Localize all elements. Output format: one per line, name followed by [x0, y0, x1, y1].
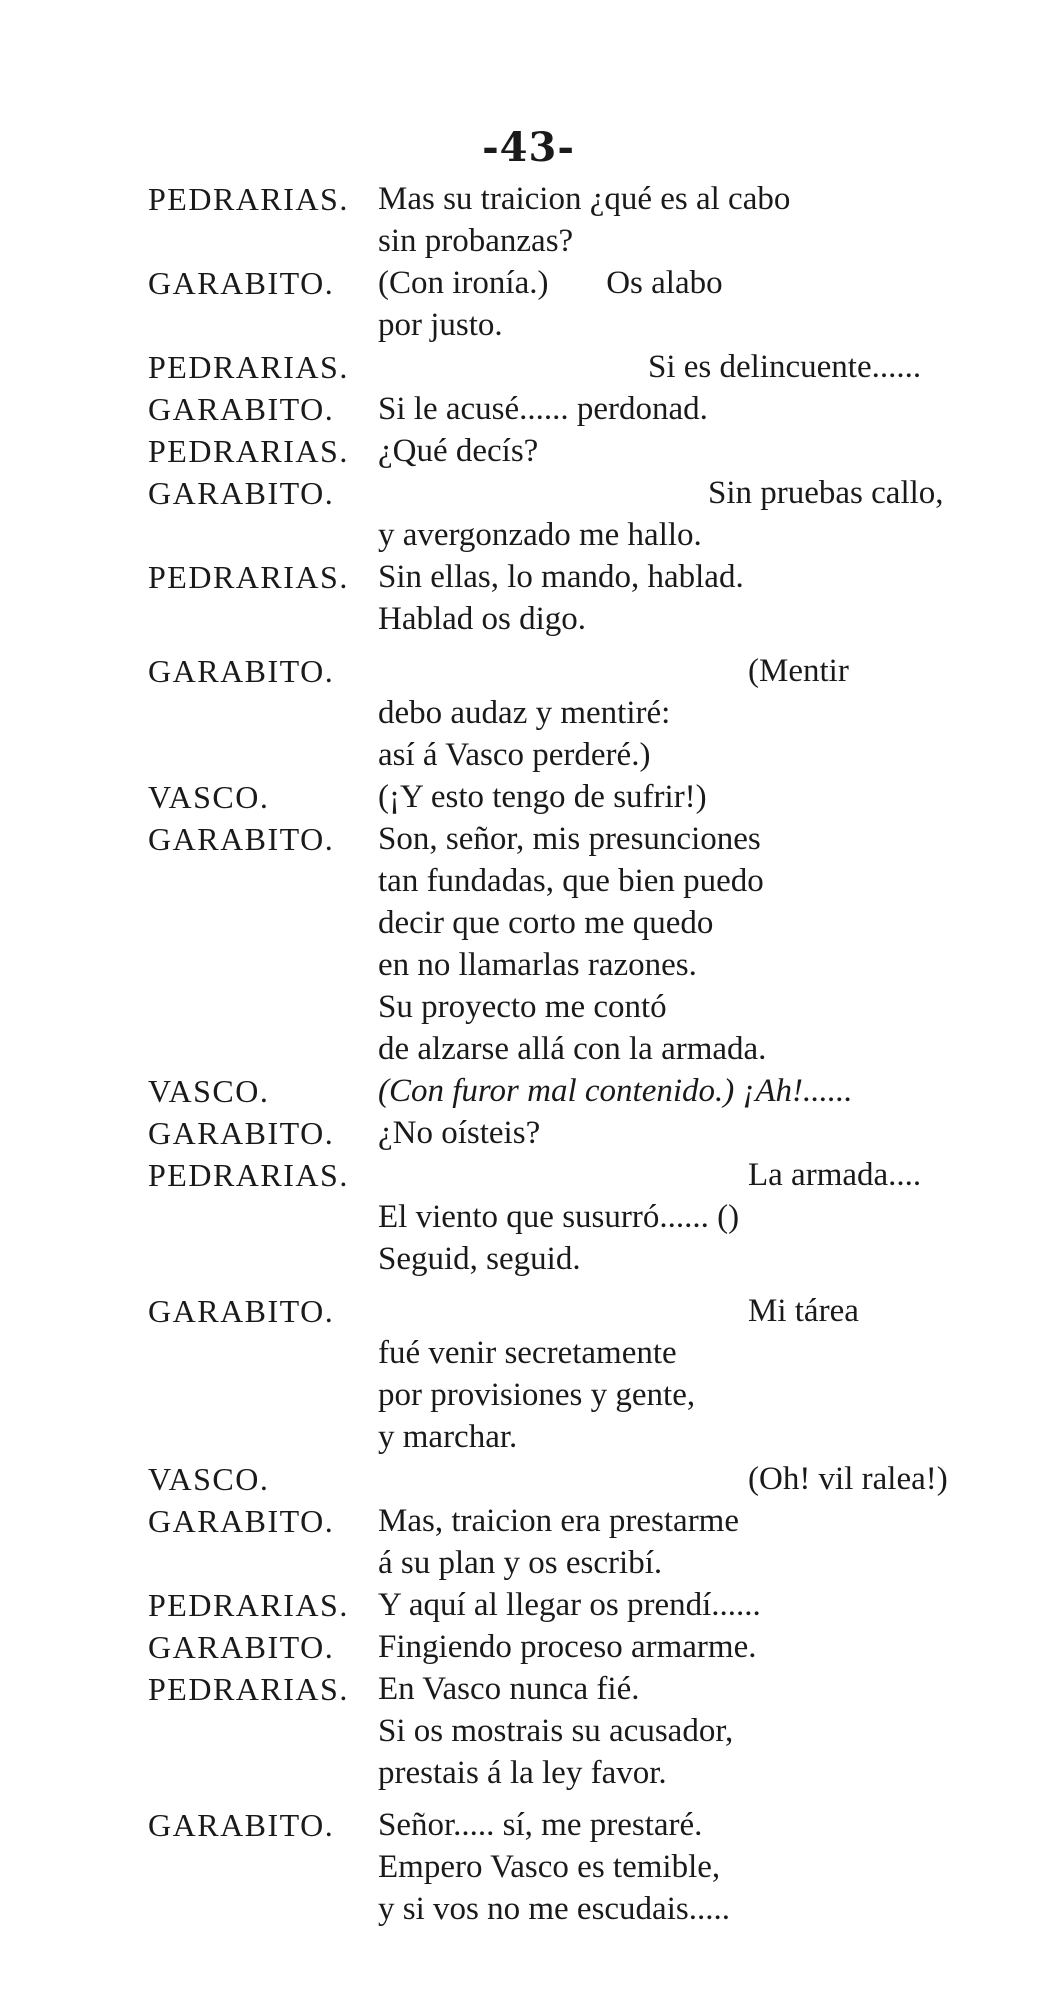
speaker-name: GARABITO. [148, 821, 335, 857]
play-script [148, 178, 1028, 1930]
dialogue-lines [378, 650, 1028, 776]
dialogue-line: Sin ellas, lo mando, hablad. [378, 559, 744, 595]
dialogue-line: Mas, traicion era prestarme [378, 1503, 740, 1539]
dialogue-entry [148, 556, 1028, 640]
dialogue-line: Seguid, seguid. [378, 1241, 581, 1277]
dialogue-entry [148, 1626, 1028, 1668]
dialogue-entry [148, 1500, 1028, 1584]
dialogue-entry [148, 650, 1028, 776]
dialogue-line: y si vos no me escudais..... [378, 1891, 730, 1927]
dialogue-lines [378, 1804, 1028, 1930]
dialogue-line: Si es delincuente...... [648, 349, 922, 385]
dialogue-line: así á Vasco perderé.) [378, 737, 651, 773]
dialogue-line: (Mentir [748, 653, 849, 689]
dialogue-entry [148, 346, 1028, 388]
dialogue-line: sin probanzas? [378, 223, 574, 259]
dialogue-line: por justo. [378, 307, 503, 343]
speaker-name: PEDRARIAS. [148, 1671, 349, 1707]
dialogue-lines [378, 1154, 1028, 1196]
speaker-name: PEDRARIAS. [148, 349, 349, 385]
dialogue-entry [148, 1584, 1028, 1626]
page-number: -43- [482, 124, 575, 171]
dialogue-line: en no llamarlas razones. [378, 947, 697, 983]
dialogue-lines [378, 1668, 1028, 1794]
dialogue-lines [378, 776, 1028, 818]
speaker-name: GARABITO. [148, 265, 335, 301]
dialogue-line: debo audaz y mentiré: [378, 695, 671, 731]
dialogue-line: Mas su traicion ¿qué es al cabo [378, 181, 791, 217]
dialogue-lines [378, 1112, 1028, 1154]
dialogue-entry [148, 776, 1028, 818]
dialogue-entry [148, 1070, 1028, 1112]
dialogue-line: En Vasco nunca fié. [378, 1671, 640, 1707]
speaker-name: GARABITO. [148, 475, 335, 511]
speaker-name: PEDRARIAS. [148, 433, 349, 469]
dialogue-lines [378, 556, 1028, 640]
speaker-name: PEDRARIAS. [148, 1157, 349, 1193]
dialogue-line: por provisiones y gente, [378, 1377, 696, 1413]
dialogue-line: á su plan y os escribí. [378, 1545, 663, 1581]
dialogue-lines [378, 1626, 1028, 1668]
dialogue-line: La armada.... [748, 1157, 922, 1193]
dialogue-line: y marchar. [378, 1419, 518, 1455]
speaker-name: GARABITO. [148, 391, 335, 427]
dialogue-line: Su proyecto me contó [378, 989, 667, 1025]
dialogue-line: Fingiendo proceso armarme. [378, 1629, 757, 1665]
speaker-name: GARABITO. [148, 1503, 335, 1539]
dialogue-lines [378, 346, 1028, 388]
dialogue-line: Sin pruebas callo, [708, 475, 944, 511]
dialogue-entry [148, 1804, 1028, 1930]
speaker-name: VASCO. [148, 1073, 270, 1109]
dialogue-line: ¿No oísteis? [378, 1115, 541, 1151]
dialogue-line: decir que corto me quedo [378, 905, 714, 941]
dialogue-line: El viento que susurró...... () [378, 1199, 740, 1235]
dialogue-entry [148, 1458, 1028, 1500]
dialogue-entry [148, 262, 1028, 346]
speaker-name: GARABITO. [148, 1293, 335, 1329]
dialogue-lines [378, 1196, 1028, 1280]
dialogue-lines [378, 818, 1028, 1070]
dialogue-line: (¡Y esto tengo de sufrir!) [378, 779, 707, 815]
dialogue-lines [378, 1584, 1028, 1626]
dialogue-line: (Oh! vil ralea!) [748, 1461, 948, 1497]
dialogue-line: Son, señor, mis presunciones [378, 821, 761, 857]
speaker-name: PEDRARIAS. [148, 559, 349, 595]
dialogue-line: Señor..... sí, me prestaré. [378, 1807, 703, 1843]
dialogue-line: (Con ironía.) Os alabo [378, 265, 723, 301]
dialogue-entry [148, 1154, 1028, 1196]
speaker-name: GARABITO. [148, 1629, 335, 1665]
dialogue-line: Empero Vasco es temible, [378, 1849, 721, 1885]
speaker-name: GARABITO. [148, 1807, 335, 1843]
dialogue-line: prestais á la ley favor. [378, 1755, 667, 1791]
dialogue-line: Si le acusé...... perdonad. [378, 391, 708, 427]
dialogue-entry [148, 388, 1028, 430]
dialogue-lines [378, 1500, 1028, 1584]
dialogue-line: y avergonzado me hallo. [378, 517, 702, 553]
dialogue-lines [378, 1070, 1028, 1112]
dialogue-line: ¿Qué decís? [378, 433, 539, 469]
speaker-name: PEDRARIAS. [148, 1587, 349, 1623]
dialogue-entry [148, 472, 1028, 556]
dialogue-entry [148, 1112, 1028, 1154]
dialogue-lines [378, 262, 1028, 346]
dialogue-line: fué venir secretamente [378, 1335, 677, 1371]
speaker-name: PEDRARIAS. [148, 181, 349, 217]
dialogue-line: tan fundadas, que bien puedo [378, 863, 764, 899]
dialogue-entry [148, 1196, 1028, 1280]
dialogue-line: Mi tárea [748, 1293, 859, 1329]
dialogue-entry [148, 430, 1028, 472]
dialogue-lines [378, 430, 1028, 472]
speaker-name: VASCO. [148, 779, 270, 815]
dialogue-entry [148, 1290, 1028, 1458]
dialogue-lines [378, 472, 1028, 556]
dialogue-line: Hablad os digo. [378, 601, 587, 637]
dialogue-lines [378, 388, 1028, 430]
dialogue-entry [148, 178, 1028, 262]
dialogue-entry [148, 1668, 1028, 1794]
dialogue-lines [378, 1458, 1028, 1500]
dialogue-lines [378, 1290, 1028, 1458]
dialogue-line: Y aquí al llegar os prendí...... [378, 1587, 761, 1623]
dialogue-line: Si os mostrais su acusador, [378, 1713, 734, 1749]
speaker-name: GARABITO. [148, 1115, 335, 1151]
dialogue-line: (Con furor mal contenido.) ¡Ah!...... [378, 1073, 853, 1109]
dialogue-line: de alzarse allá con la armada. [378, 1031, 767, 1067]
dialogue-lines [378, 178, 1028, 262]
speaker-name: GARABITO. [148, 653, 335, 689]
speaker-name: VASCO. [148, 1461, 270, 1497]
dialogue-entry [148, 818, 1028, 1070]
